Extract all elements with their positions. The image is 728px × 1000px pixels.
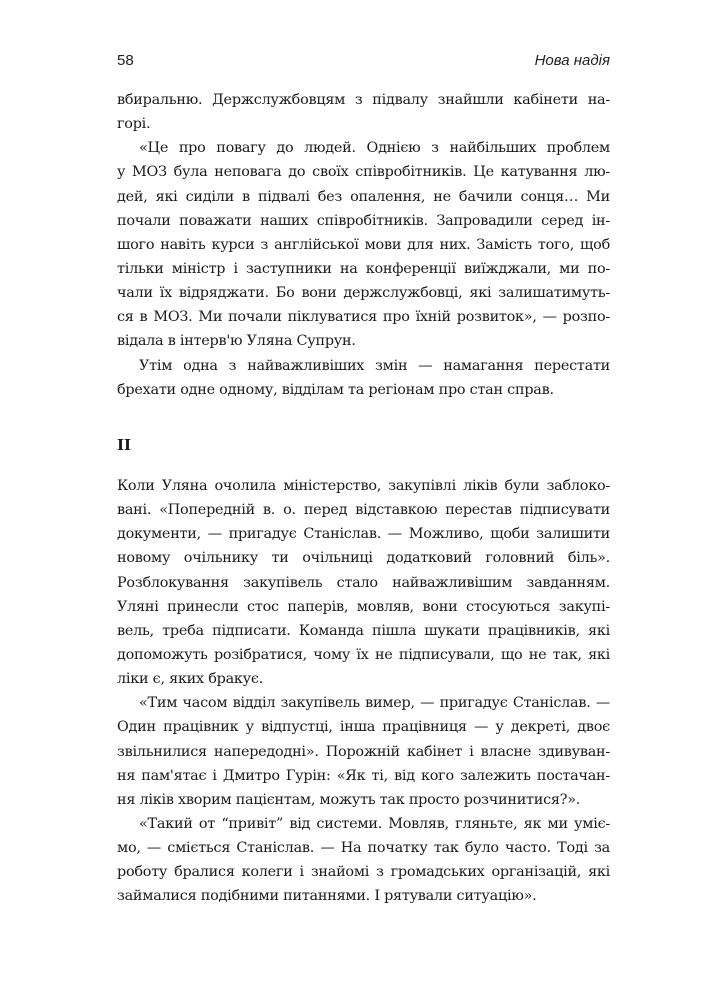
text-line: відала в інтерв'ю Уляна Супрун. xyxy=(117,333,356,350)
text-line: займалися подібними питаннями. І рятували ситуацію». xyxy=(117,888,537,905)
text-line: брехати одне одному, відділам та регіонам про стан справ. xyxy=(117,381,554,398)
text-line: чали їх відряджати. Бо вони держслужбовці, які залишатимуть- xyxy=(117,285,610,302)
text-line: документи, — пригадує Станіслав. — Можливо, щоби залишити xyxy=(117,526,610,543)
text-line: вані. «Попередній в. о. перед відставкою перестав підписувати xyxy=(117,502,610,519)
text-line: ся в МОЗ. Ми почали піклуватися про їхній розвиток», — розпо- xyxy=(117,309,610,326)
text-line: почали поважати наших співробітників. Запровадили серед ін- xyxy=(117,212,610,229)
text-line: мо, — сміється Станіслав. — На початку так було часто. Тоді за xyxy=(117,840,610,857)
text-line: Утім одна з найважливіших змін — намагання перестати xyxy=(139,357,610,374)
text-line: Уляні принесли стос паперів, мовляв, вони стосуються закупі- xyxy=(117,598,610,615)
text-line: шого навіть курси з англійської мови для них. Замість того, щоб xyxy=(117,236,610,253)
section-marker: ІІ xyxy=(117,436,132,454)
text-line: ня пам'ятає і Дмитро Гурін: «Як ті, від кого залежить постачан- xyxy=(117,767,610,784)
running-title: Нова надія xyxy=(534,52,610,69)
running-head xyxy=(117,49,610,73)
text-line: роботу бралися колеги і знайомі з громадських організацій, які xyxy=(117,864,610,881)
text-line: новому очільнику ти очільниці додатковий головний біль». xyxy=(117,550,610,567)
text-line: дей, які сиділи в підвалі без опалення, не бачили сонця… Ми xyxy=(117,188,610,205)
text-line: Коли Уляна очолила міністерство, закупівлі ліків були заблоко- xyxy=(117,478,610,494)
text-line: «Тим часом відділ закупівель вимер, — пригадує Станіслав. — xyxy=(139,695,610,712)
text-block-bottom xyxy=(117,474,610,909)
text-line: звільнилися напередодні». Порожній кабінет і власне здивуван- xyxy=(117,743,610,760)
text-line: Один працівник у відпустці, інша працівниця — у декреті, двоє xyxy=(117,719,610,736)
text-block-top xyxy=(117,88,610,402)
text-line: «Такий от “привіт” від системи. Мовляв, гляньте, як ми уміє- xyxy=(139,815,610,832)
text-line: горі. xyxy=(117,116,151,133)
text-line: вель, треба підписати. Команда пішла шукати працівників, які xyxy=(117,622,610,639)
text-line: вбиральню. Держслужбовцям з підвалу знайшли кабінети на- xyxy=(117,92,610,108)
text-line: ня ліків хворим пацієнтам, можуть так просто розчинитися?». xyxy=(117,791,581,808)
text-line: Розблокування закупівель стало найважливішим завданням. xyxy=(117,574,610,591)
text-line: ліки є, яких бракує. xyxy=(117,671,264,688)
text-line: тільки міністр і заступники на конференції виїжджали, ми по- xyxy=(117,260,610,277)
text-line: «Це про повагу до людей. Однією з найбільших проблем xyxy=(139,140,610,157)
page-number: 58 xyxy=(117,52,134,69)
text-line: допоможуть розібратися, чому їх не підписували, що не так, які xyxy=(117,646,610,663)
text-line: у МОЗ була неповага до своїх співробітників. Це катування лю- xyxy=(117,164,610,181)
